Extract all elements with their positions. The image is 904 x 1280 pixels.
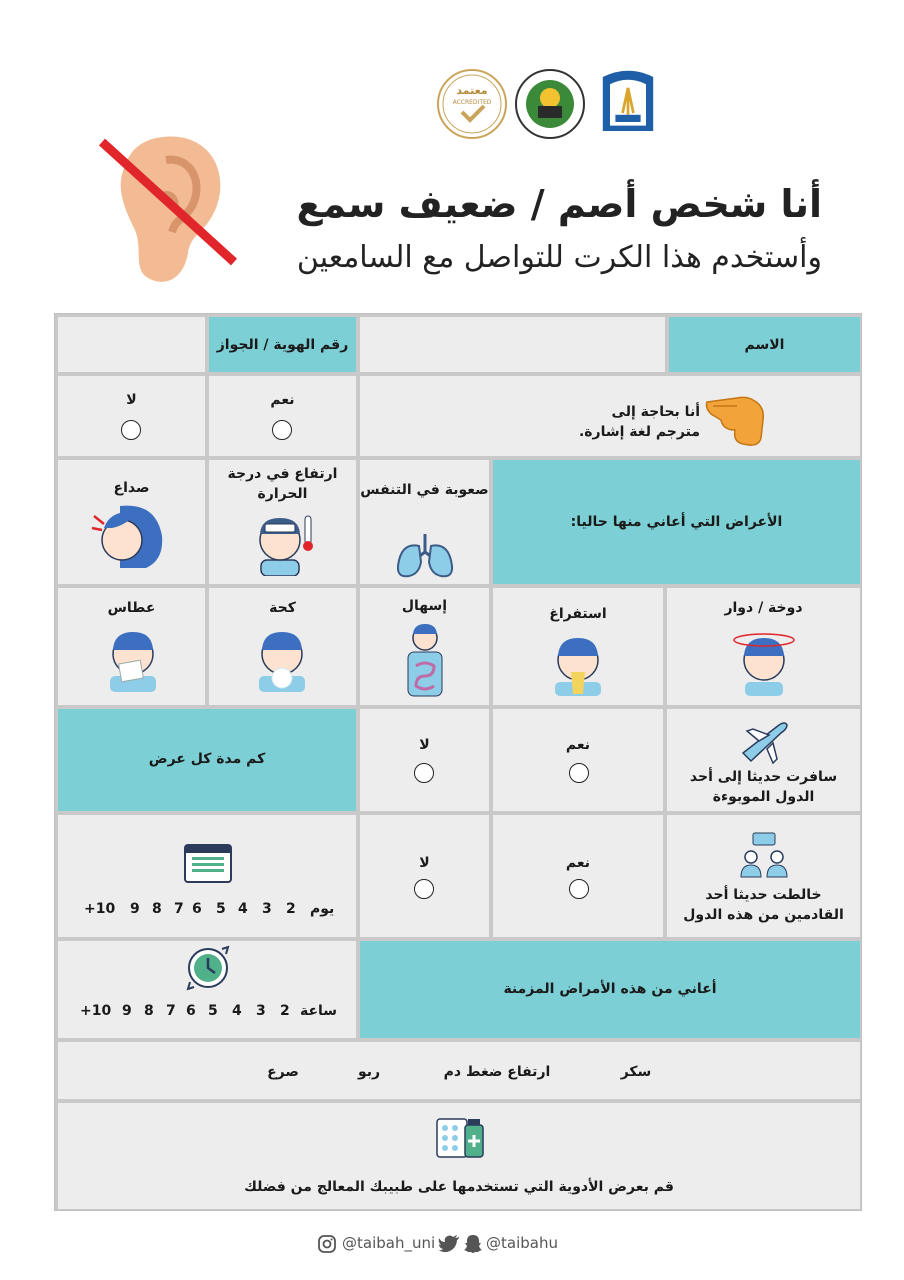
id-input[interactable]	[58, 317, 205, 372]
dizziness-icon	[731, 628, 797, 696]
hour-option-8[interactable]: 8	[144, 1003, 154, 1019]
duration-header: كم مدة كل عرض	[148, 751, 266, 767]
pointing-hand-icon	[703, 390, 769, 448]
social-footer	[318, 1233, 568, 1255]
hour-option-10plus[interactable]: +10	[80, 1003, 112, 1019]
svg-text:معتمد: معتمد	[456, 84, 488, 97]
travel-yes-label: نعم	[565, 737, 591, 753]
symptom-cough[interactable]	[209, 588, 356, 705]
symptom-cough-label: كحة	[269, 600, 296, 616]
hours-unit: ساعة	[300, 1003, 338, 1019]
contact-no-cell	[360, 815, 489, 937]
chronic-option-diabetes[interactable]: سكر	[620, 1064, 652, 1080]
symptom-sneezing[interactable]	[58, 588, 205, 705]
travel-question: سافرت حديثا إلى أحد الدول الموبوءة	[689, 769, 838, 806]
hour-option-9[interactable]: 9	[122, 1003, 132, 1019]
hour-option-4[interactable]: 4	[232, 1003, 242, 1019]
days-unit: يوم	[310, 901, 335, 917]
symptom-dizziness-label: دوخة / دوار	[724, 600, 803, 616]
interpreter-question: أنا بحاجة إلى مترجم لغة إشارة.	[578, 404, 700, 441]
day-option-8[interactable]: 8	[152, 901, 162, 917]
day-option-2[interactable]: 2	[286, 901, 296, 917]
day-option-5[interactable]: 5	[216, 901, 226, 917]
communication-card	[54, 313, 862, 1211]
symptoms-header-cell	[493, 460, 860, 584]
symptom-headache[interactable]	[58, 460, 205, 584]
symptom-fever[interactable]	[209, 460, 356, 584]
symptom-fever-label: ارتفاع في درجة الحرارة	[227, 466, 338, 503]
symptom-diarrhea-label: إسهال	[401, 598, 448, 614]
day-option-3[interactable]: 3	[262, 901, 272, 917]
id-label-cell	[209, 317, 356, 372]
chat-people-icon	[739, 831, 789, 881]
contact-yes-label: نعم	[565, 855, 591, 871]
page-subtitle: وأستخدم هذا الكرت للتواصل مع السامعين	[296, 240, 822, 275]
travel-yes-radio[interactable]	[569, 763, 589, 783]
days-cell	[58, 815, 356, 937]
day-option-7[interactable]: 7	[174, 901, 184, 917]
chronic-option-hypertension[interactable]: ارتفاع ضغط دم	[443, 1064, 551, 1080]
travel-yes-cell	[493, 709, 663, 811]
symptoms-header: الأعراض التي أعاني منها حاليا:	[570, 514, 783, 530]
hour-option-2[interactable]: 2	[280, 1003, 290, 1019]
symptom-breathing-label: صعوبة في التنفس	[360, 482, 489, 498]
hour-option-3[interactable]: 3	[256, 1003, 266, 1019]
day-option-6[interactable]: 6	[192, 901, 202, 917]
twitter-handle[interactable]: @taibahu	[486, 1234, 558, 1252]
instagram-icon	[318, 1235, 336, 1253]
contact-no-label: لا	[419, 855, 430, 871]
hour-option-6[interactable]: 6	[186, 1003, 196, 1019]
clock-icon	[182, 943, 234, 991]
travel-question-cell	[667, 709, 860, 811]
contact-question: خالطت حديثا أحد القادمين من هذه الدول	[683, 887, 844, 924]
day-option-4[interactable]: 4	[238, 901, 248, 917]
symptom-diarrhea[interactable]	[360, 588, 489, 705]
vomit-icon	[543, 632, 613, 696]
interpreter-no-label: لا	[126, 392, 137, 408]
name-input[interactable]	[360, 317, 665, 372]
travel-no-radio[interactable]	[414, 763, 434, 783]
travel-no-label: لا	[419, 737, 430, 753]
name-label-cell	[669, 317, 860, 372]
instagram-handle[interactable]: @taibah_uni	[342, 1234, 436, 1252]
hour-option-5[interactable]: 5	[208, 1003, 218, 1019]
interpreter-no-radio[interactable]	[121, 420, 141, 440]
day-option-10plus[interactable]: +10	[84, 901, 116, 917]
contact-yes-cell	[493, 815, 663, 937]
symptom-dizziness[interactable]	[667, 588, 860, 705]
lungs-icon	[395, 532, 455, 580]
duration-header-cell	[58, 709, 356, 811]
interpreter-yes-label: نعم	[270, 392, 295, 408]
medicine-icon	[435, 1115, 485, 1159]
page-title: أنا شخص أصم / ضعيف سمع	[296, 182, 822, 226]
medicine-note: قم بعرض الأدوية التي تستخدمها على طبيبك المعالج من فضلك	[244, 1179, 674, 1195]
ear-icon	[96, 128, 246, 293]
logos-bar	[436, 68, 664, 148]
hour-option-7[interactable]: 7	[166, 1003, 176, 1019]
headache-icon	[90, 502, 170, 572]
travel-no-cell	[360, 709, 489, 811]
symptom-breathing[interactable]	[360, 460, 489, 584]
contact-no-radio[interactable]	[414, 879, 434, 899]
day-option-9[interactable]: 9	[130, 901, 140, 917]
symptom-headache-label: صداع	[113, 480, 150, 496]
medicine-cell	[58, 1103, 860, 1209]
symptom-sneezing-label: عطاس	[107, 600, 156, 616]
interpreter-question-cell	[360, 376, 860, 456]
hours-scale	[58, 1003, 356, 1023]
symptom-vomiting[interactable]	[493, 588, 663, 705]
interpreter-yes-radio[interactable]	[272, 420, 292, 440]
name-label: الاسم	[744, 337, 785, 353]
college-logo	[514, 68, 586, 140]
airplane-icon	[739, 719, 789, 765]
calendar-icon	[184, 841, 232, 883]
symptom-vomiting-label: استفراغ	[549, 606, 607, 622]
contact-question-cell	[667, 815, 860, 937]
hours-cell	[58, 941, 356, 1038]
taibah-university-logo	[592, 68, 664, 140]
interpreter-yes-cell	[209, 376, 356, 456]
snapchat-icon	[464, 1234, 482, 1254]
interpreter-no-cell	[58, 376, 205, 456]
cough-icon	[247, 624, 317, 692]
fever-icon	[247, 510, 317, 576]
days-scale	[58, 901, 356, 921]
chronic-header: أعاني من هذه الأمراض المزمنة	[503, 981, 717, 997]
id-label: رقم الهوية / الجواز	[216, 337, 349, 353]
twitter-icon	[438, 1235, 460, 1253]
chronic-header-cell	[360, 941, 860, 1038]
chronic-options-cell	[58, 1042, 860, 1099]
chronic-option-asthma[interactable]: ربو	[357, 1064, 381, 1080]
sneeze-icon	[98, 624, 168, 692]
contact-yes-radio[interactable]	[569, 879, 589, 899]
chronic-option-epilepsy[interactable]: صرع	[267, 1064, 299, 1080]
svg-text:ACCREDITED: ACCREDITED	[452, 99, 492, 106]
diarrhea-icon	[400, 622, 450, 700]
accredited-logo	[436, 68, 508, 140]
